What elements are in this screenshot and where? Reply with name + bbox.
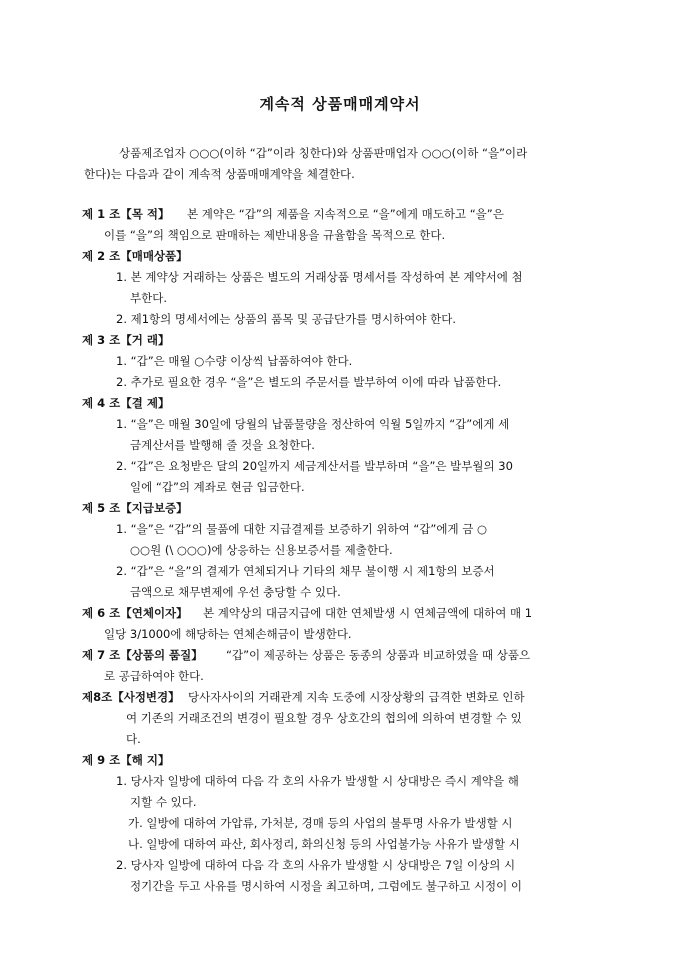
article-2-line: 1. 본 계약상 거래하는 상품은 별도의 거래상품 명세서를 작성하여 본 계약서에 첨 xyxy=(116,270,523,284)
intro-line: 상품제조업자 ○○○(이하 “갑”이라 칭한다)와 상품판매업자 ○○○(이하 “을”이라 xyxy=(119,146,528,160)
article-8-line: 다. xyxy=(126,732,141,746)
article-6-line: 일당 3/1000에 해당하는 연체손해금이 발생한다. xyxy=(104,627,352,641)
article-5-line: ○○원 (\ ○○○)에 상응하는 신용보증서를 제출한다. xyxy=(130,543,393,557)
article-3-line: 1. “갑”은 매월 ○수량 이상씩 납품하여야 한다. xyxy=(116,354,353,368)
article-6-heading: 제 6 조【연체이자】 xyxy=(82,606,188,620)
article-6-line: 본 계약상의 대금지급에 대한 연체발생 시 연체금액에 대하여 매 1 xyxy=(203,606,533,620)
article-2-line: 2. 제1항의 명세서에는 상품의 품목 및 공급단가를 명시하여야 한다. xyxy=(116,312,457,326)
article-8-heading: 제8조【사정변경】 xyxy=(82,690,180,704)
article-1-line: 이를 “을”의 책임으로 판매하는 제반내용을 규율함을 목적으로 한다. xyxy=(104,228,446,242)
article-3-line: 2. 추가로 필요한 경우 “을”은 별도의 주문서를 발부하여 이에 따라 납품한다. xyxy=(116,375,502,389)
article-7-line: “갑”이 제공하는 상품은 동종의 상품과 비교하였을 때 상품으 xyxy=(226,648,531,662)
article-9-line: 1. 당사자 일방에 대하여 다음 각 호의 사유가 발생할 시 상대방은 즉시 계약을 해 xyxy=(116,774,519,788)
article-9-line: 나. 일방에 대하여 파산, 회사정리, 화의신청 등의 사업불가능 사유가 발생할 시 xyxy=(128,837,520,851)
article-9-line: 2. 당사자 일방에 대하여 다음 각 호의 사유가 발생할 시 상대방은 7일 이상의 시 xyxy=(116,858,516,872)
article-4-line: 금계산서를 발행해 줄 것을 요청한다. xyxy=(130,438,315,452)
article-9-line: 가. 일방에 대하여 가압류, 가처분, 경매 등의 사업의 불투명 사유가 발생할 시 xyxy=(128,816,513,830)
article-7-line: 로 공급하여야 한다. xyxy=(104,669,204,683)
article-1-line: 본 계약은 “갑”의 제품을 지속적으로 “을”에게 매도하고 “을”은 xyxy=(187,207,504,221)
article-4-line: 일에 “갑”의 계좌로 현금 입금한다. xyxy=(130,480,305,494)
article-5-heading: 제 5 조【지급보증】 xyxy=(82,501,188,515)
article-8-line: 여 기존의 거래조건의 변경이 필요할 경우 상호간의 협의에 의하여 변경할 수 있 xyxy=(126,711,522,725)
document-title: 계속적 상품매매계약서 xyxy=(259,95,421,113)
article-9-heading: 제 9 조【해 지】 xyxy=(82,753,170,767)
article-4-heading: 제 4 조【결 제】 xyxy=(82,396,170,410)
article-9-line: 지할 수 있다. xyxy=(130,795,197,809)
article-2-heading: 제 2 조【매매상품】 xyxy=(82,249,188,263)
article-3-heading: 제 3 조【거 래】 xyxy=(82,333,170,347)
article-5-line: 2. “갑”은 “을”의 결제가 연체되거나 기타의 채무 불이행 시 제1항의 보증서 xyxy=(116,564,495,578)
article-1-heading: 제 1 조【목 적】 xyxy=(82,207,170,221)
intro-line: 한다)는 다음과 같이 계속적 상품매매계약을 체결한다. xyxy=(84,167,355,181)
article-4-line: 1. “을”은 매월 30일에 당월의 납품물량을 정산하여 익월 5일까지 “갑”에게 세 xyxy=(116,417,510,431)
article-9-line: 정기간을 두고 사유를 명시하여 시정을 최고하며, 그럼에도 불구하고 시정이 이 xyxy=(130,879,523,893)
article-7-heading: 제 7 조【상품의 품질】 xyxy=(82,648,203,662)
article-5-line: 금액으로 채무변제에 우선 충당할 수 있다. xyxy=(130,585,341,599)
article-8-line: 당사자사이의 거래관계 지속 도중에 시장상황의 급격한 변화로 인하 xyxy=(188,690,525,704)
article-5-line: 1. “을”은 “갑”의 물품에 대한 지급결제를 보증하기 위하여 “갑”에게 금 ○ xyxy=(116,522,488,536)
article-2-line: 부한다. xyxy=(130,291,167,305)
article-4-line: 2. “갑”은 요청받은 달의 20일까지 세금계산서를 발부하며 “을”은 발부월의 30 xyxy=(116,459,513,473)
